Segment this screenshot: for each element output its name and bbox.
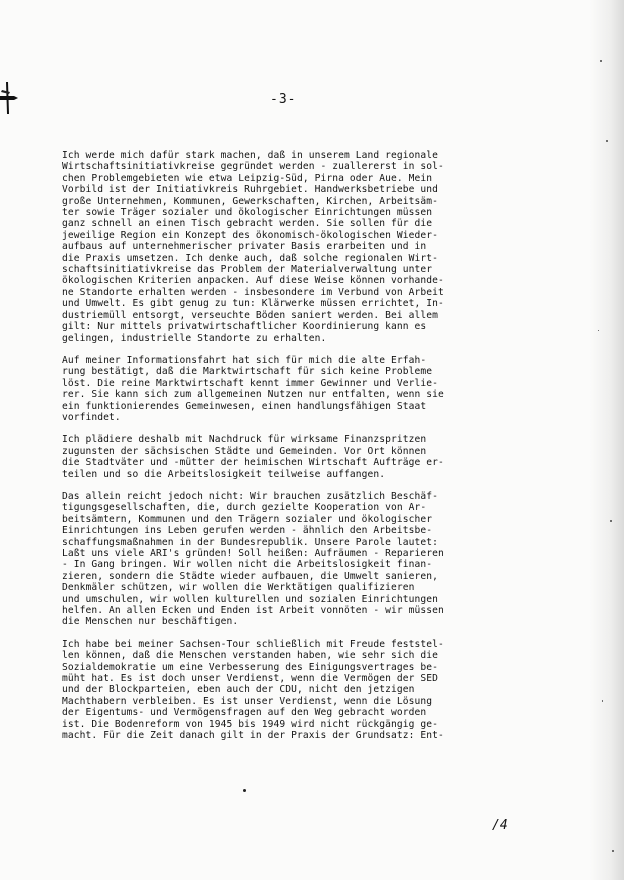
text-line: ist. Die Bodenreform von 1945 bis 1949 wird nicht rückgängig ge-	[62, 718, 439, 730]
text-line: helfen. An allen Ecken und Enden ist Arbeit vonnöten - wir müssen	[62, 605, 444, 617]
text-line: Laßt uns viele ARI's gründen! Soll heißen: Aufräumen - Reparieren	[62, 548, 444, 559]
scan-speck	[598, 330, 599, 331]
text-line: ganz schnell an einen Tisch gebracht werden. Sie sollen für die	[62, 218, 433, 230]
text-line: chen Problemgebieten wie etwa Leipzig-Süd, Pirna oder Aue. Mein	[62, 172, 433, 184]
paragraph	[62, 150, 532, 344]
binder-mark-icon	[0, 78, 22, 118]
text-line: macht. Für die Zeit danach gilt in der Praxis der Grundsatz: Ent-	[62, 730, 444, 742]
scan-edge-shadow	[590, 0, 624, 880]
text-line: Auf meiner Informationsfahrt hat sich für mich die alte Erfah-	[62, 354, 427, 366]
scan-speck	[610, 520, 612, 522]
text-line: ein funktionierendes Gemeinwesen, einen handlungsfähigen Staat	[62, 400, 427, 412]
text-line: rer. Sie kann sich zum allgemeinen Nutzen nur entfalten, wenn sie	[62, 389, 444, 401]
text-line: Vorbild ist der Initiativkreis Ruhrgebiet. Handwerksbetriebe und	[62, 184, 439, 196]
text-line: der Eigentums- und Vermögensfragen auf den Weg gebracht worden	[62, 707, 427, 719]
text-line: und der Blockparteien, eben auch der CDU, nicht den jetzigen	[62, 684, 415, 696]
text-line: große Unternehmen, Kommunen, Gewerkschaften, Kirchen, Arbeitsäm-	[62, 195, 439, 207]
text-line: schaftsinitiativkreise das Problem der Materialverwaltung unter	[62, 264, 433, 276]
text-line: gelingen, industrielle Standorte zu erhalten.	[62, 332, 327, 344]
text-line: teilen und so die Arbeitslosigkeit teilweise auffangen.	[62, 468, 386, 480]
text-line: ter sowie Träger sozialer und ökologischer Einrichtungen müssen	[62, 207, 433, 219]
text-line: rung bestätigt, daß die Marktwirtschaft für sich keine Probleme	[62, 366, 433, 378]
paragraph	[62, 639, 532, 742]
text-line: schaffungsmaßnahmen in der Bundesrepublik. Unsere Parole lautet:	[62, 536, 439, 548]
text-line: löst. Die reine Marktwirtschaft kennt immer Gewinner und Verlie-	[62, 377, 439, 389]
text-line: und Umwelt. Es gibt genug zu tun: Klärwerke müssen errichtet, In-	[62, 298, 444, 310]
text-line: jeweilige Region ein Konzept des ökonomisch-ökologischen Wieder-	[62, 229, 439, 241]
text-line: Ich plädiere deshalb mit Nachdruck für wirksame Finanzspritzen	[62, 434, 427, 446]
text-line: Machthabern verbleiben. Es ist unser Verdienst, wenn die Lösung	[62, 695, 433, 707]
text-line: Das allein reicht jedoch nicht: Wir brauchen zusätzlich Beschäf-	[62, 490, 439, 502]
text-line: beitsämtern, Kommunen und den Trägern sozialer und ökologischer	[62, 513, 433, 525]
text-line: die Menschen nur beschäftigen.	[62, 616, 239, 628]
text-line: - In Gang bringen. Wir wollen nicht die Arbeitslosigkeit finan-	[62, 559, 433, 571]
text-line: gilt: Nur mittels privatwirtschaftlicher Koordinierung kann es	[62, 321, 427, 333]
scan-speck	[612, 850, 614, 852]
text-line: Wirtschaftsinitiativkreise gegründet werden - zuallererst in sol-	[62, 161, 444, 173]
text-line: vorfindet.	[62, 411, 121, 423]
text-line: Ich werde mich dafür stark machen, daß in unserem Land regionale	[62, 150, 439, 161]
text-line: Sozialdemokratie um eine Verbesserung des Einigungsvertrages be-	[62, 661, 439, 673]
scan-speck	[600, 60, 602, 62]
text-line: Einrichtungen ins Leben gerufen werden - ähnlich den Arbeitsbe-	[62, 525, 433, 537]
paragraph	[62, 434, 532, 480]
text-line: dustriemüll entsorgt, verseuchte Böden saniert werden. Bei allem	[62, 309, 439, 321]
text-line: die Praxis umsetzen. Ich denke auch, daß solche regionalen Wirt-	[62, 252, 439, 264]
text-line: aufbaus auf unternehmerischer privater Basis erarbeiten und in	[62, 241, 427, 253]
scan-speck	[606, 140, 608, 142]
page-number: -3-	[270, 92, 297, 107]
text-line: die Stadtväter und -mütter der heimischen Wirtschaft Aufträge er-	[62, 457, 444, 469]
text-line: müht hat. Es ist doch unser Verdienst, wenn die Vermögen der SED	[62, 673, 439, 685]
text-line: Ich habe bei meiner Sachsen-Tour schließlich mit Freude feststel-	[62, 638, 444, 650]
text-line: len können, daß die Menschen verstanden haben, wie sehr sich die	[62, 650, 439, 662]
text-line: zugunsten der sächsischen Städte und Gemeinden. Vor Ort können	[62, 445, 427, 457]
footer-dot	[243, 789, 246, 792]
scan-speck	[602, 700, 603, 702]
text-line: und umschulen, wir wollen kulturellen und sozialen Einrichtungen	[62, 593, 439, 605]
text-line: tigungsgesellschaften, die, durch gezielte Kooperation von Ar-	[62, 502, 427, 514]
continuation-reference: /4	[492, 818, 508, 833]
paragraph	[62, 491, 532, 628]
body-text	[62, 150, 532, 753]
text-line: zieren, sondern die Städte wieder aufbauen, die Umwelt sanieren,	[62, 570, 439, 582]
text-line: ne Standorte erhalten werden - insbesondere im Verbund von Arbeit	[62, 286, 444, 298]
paragraph	[62, 355, 532, 423]
text-line: ökologischen Kriterien anpacken. Auf diese Weise können vorhande-	[62, 275, 444, 287]
text-line: Denkmäler schützen, wir wollen die Werktätigen qualifizieren	[62, 582, 415, 594]
